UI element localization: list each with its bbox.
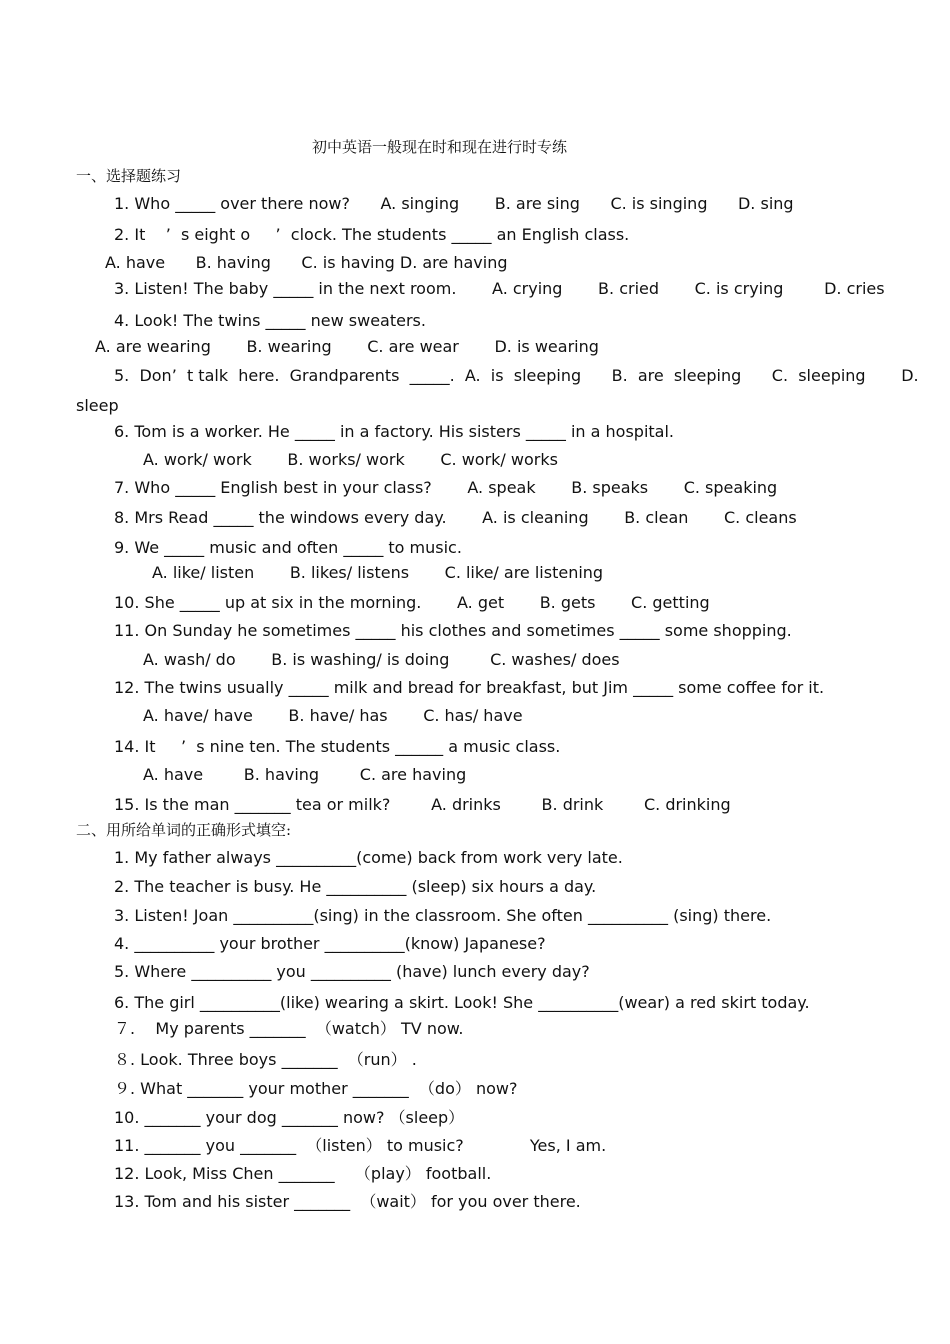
fill-11: 11. _______ you _______ （listen） to music? Yes, I am.	[114, 1136, 607, 1155]
fill-7: ７. My parents _______ （watch） TV now.	[114, 1019, 464, 1038]
fill-5: 5. Where __________ you __________ (have) lunch every day?	[114, 962, 590, 981]
fill-13: 13. Tom and his sister _______ （wait） for you over there.	[114, 1192, 581, 1211]
question-10: 10. She _____ up at six in the morning. A. get B. gets C. getting	[114, 593, 710, 612]
question-2-options: A. have B. having C. is having D. are having	[105, 253, 508, 272]
question-9-options: A. like/ listen B. likes/ listens C. like/ are listening	[152, 563, 604, 582]
question-8: 8. Mrs Read _____ the windows every day. A. is cleaning B. clean C. cleans	[114, 508, 797, 527]
question-3: 3. Listen! The baby _____ in the next room. A. crying B. cried C. is crying D. cries	[114, 279, 885, 298]
question-7: 7. Who _____ English best in your class? A. speak B. speaks C. speaking	[114, 478, 778, 497]
fill-1: 1. My father always __________(come) back from work very late.	[114, 848, 623, 867]
page-title: 初中英语一般现在时和现在进行时专练	[312, 138, 568, 156]
question-5: 5. Don’ t talk here. Grandparents _____. A. is sleeping B. are sleeping C. sleeping D.	[114, 366, 919, 385]
question-12: 12. The twins usually _____ milk and bread for breakfast, but Jim _____ some coffee for it.	[114, 678, 825, 697]
fill-9: ９. What _______ your mother _______ （do） now?	[114, 1079, 518, 1098]
fill-2: 2. The teacher is busy. He __________ (sleep) six hours a day.	[114, 877, 597, 896]
question-5-continued: sleep	[76, 396, 119, 415]
question-15: 15. Is the man _______ tea or milk? A. drinks B. drink C. drinking	[114, 795, 731, 814]
question-11-options: A. wash/ do B. is washing/ is doing C. washes/ does	[143, 650, 620, 669]
question-12-options: A. have/ have B. have/ has C. has/ have	[143, 706, 523, 725]
section-1-heading: 一、选择题练习	[76, 167, 182, 185]
question-11: 11. On Sunday he sometimes _____ his clothes and sometimes _____ some shopping.	[114, 621, 792, 640]
fill-12: 12. Look, Miss Chen _______ （play） football.	[114, 1164, 492, 1183]
fill-10: 10. _______ your dog _______ now? （sleep）	[114, 1108, 465, 1127]
fill-8: ８. Look. Three boys _______ （run） .	[114, 1050, 417, 1069]
question-4: 4. Look! The twins _____ new sweaters.	[114, 311, 426, 330]
question-14-options: A. have B. having C. are having	[143, 765, 467, 784]
question-9: 9. We _____ music and often _____ to music.	[114, 538, 462, 557]
section-2-heading: 二、用所给单词的正确形式填空:	[76, 821, 292, 839]
fill-3: 3. Listen! Joan __________(sing) in the classroom. She often __________ (sing) there.	[114, 906, 772, 925]
question-1: 1. Who _____ over there now? A. singing B. are sing C. is singing D. sing	[114, 194, 794, 213]
fill-4: 4. __________ your brother __________(know) Japanese?	[114, 934, 546, 953]
question-14: 14. It ’ s nine ten. The students ______ a music class.	[114, 737, 561, 756]
question-6: 6. Tom is a worker. He _____ in a factory. His sisters _____ in a hospital.	[114, 422, 674, 441]
question-2: 2. It ’ s eight o ’ clock. The students _____ an English class.	[114, 225, 630, 244]
question-4-options: A. are wearing B. wearing C. are wear D. is wearing	[95, 337, 599, 356]
question-6-options: A. work/ work B. works/ work C. work/ works	[143, 450, 558, 469]
fill-6: 6. The girl __________(like) wearing a skirt. Look! She __________(wear) a red skirt today.	[114, 993, 810, 1012]
